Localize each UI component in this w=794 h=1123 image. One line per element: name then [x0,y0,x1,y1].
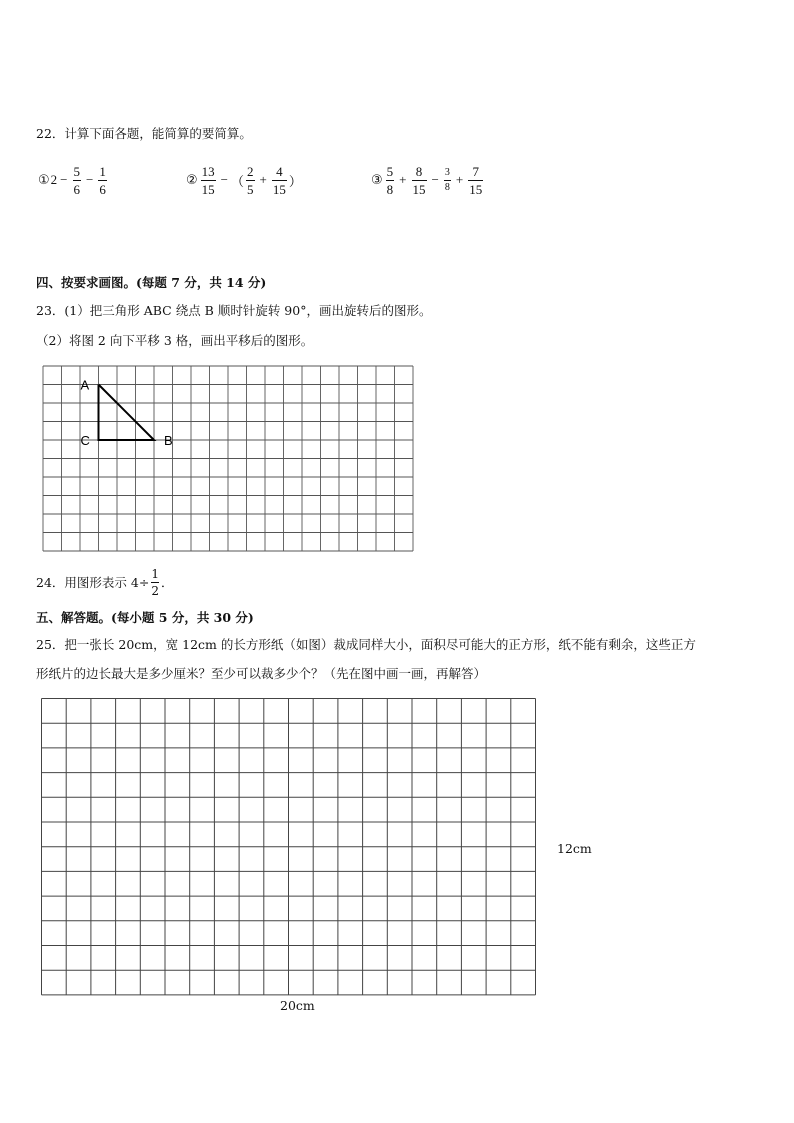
problem-marker-3: ③ [371,172,383,188]
q25-grid-figure [40,697,550,997]
fraction: $\frac{8}{15}$ [412,163,426,197]
q23-part1: 23．(1）把三角形 ABC 绕点 B 顺时针旋转 90°，画出旋转后的图形。 [36,303,432,318]
left-paren: （ [231,173,245,189]
section-4-heading: 四、按要求画图。(每题 7 分，共 14 分) [36,275,267,290]
problem-marker-1: ① [38,172,50,188]
q22-problem-1 [38,162,109,198]
fraction: $\frac{5}{8}$ [386,163,394,197]
vertex-label-c: C [80,433,90,448]
whole-number: 2 [50,172,58,187]
operator: + [259,172,267,187]
section-5-heading: 五、解答题。(每小题 5 分，共 30 分) [36,610,254,625]
operator: + [399,172,407,187]
triangle-abc [99,385,155,441]
operator: − [220,172,228,187]
operator: − [86,172,94,187]
fraction: $\frac{7}{15}$ [469,163,483,197]
q24-prefix: 24．用图形表示 4÷ [36,574,150,590]
grid-lines [42,699,536,995]
right-paren: ） [288,173,302,189]
q22-problem-2 [186,162,302,198]
vertex-label-b: B [164,433,173,448]
q24-suffix: ． [160,574,174,590]
operator: + [455,172,464,187]
fraction: $\frac{4}{15}$ [272,163,286,197]
width-label: 20cm [280,998,315,1013]
vertex-label-a: A [80,377,90,393]
q22-problem-3 [371,162,485,198]
q24-fraction: $\frac{1}{2}$ [151,567,159,598]
height-label: 12cm [557,841,592,856]
q23-part2: （2）将图 2 向下平移 3 格，画出平移后的图形。 [36,333,314,348]
problem-marker-2: ② [186,172,198,188]
q25-line1: 25．把一张长 20cm，宽 12cm 的长方形纸（如图）裁成同样大小，面积尽可能大的正方形，纸不能有剩余，这些正方 [36,637,696,652]
q24-line [36,568,173,597]
fraction: $\frac{5}{6}$ [73,163,80,197]
fraction: $\frac{13}{15}$ [201,163,215,197]
fraction: $\frac{3}{8}$ [444,166,450,193]
q22-title: 22．计算下面各题，能简算的要简算。 [36,126,252,141]
operator: − [431,172,439,187]
q23-grid-figure [42,365,414,555]
operator: − [60,172,68,187]
q25-line2: 形纸片的边长最大是多少厘米？至少可以裁多少个？（先在图中画一画，再解答） [36,666,487,681]
fraction: $\frac{2}{5}$ [247,163,254,197]
fraction: $\frac{1}{6}$ [99,163,106,197]
